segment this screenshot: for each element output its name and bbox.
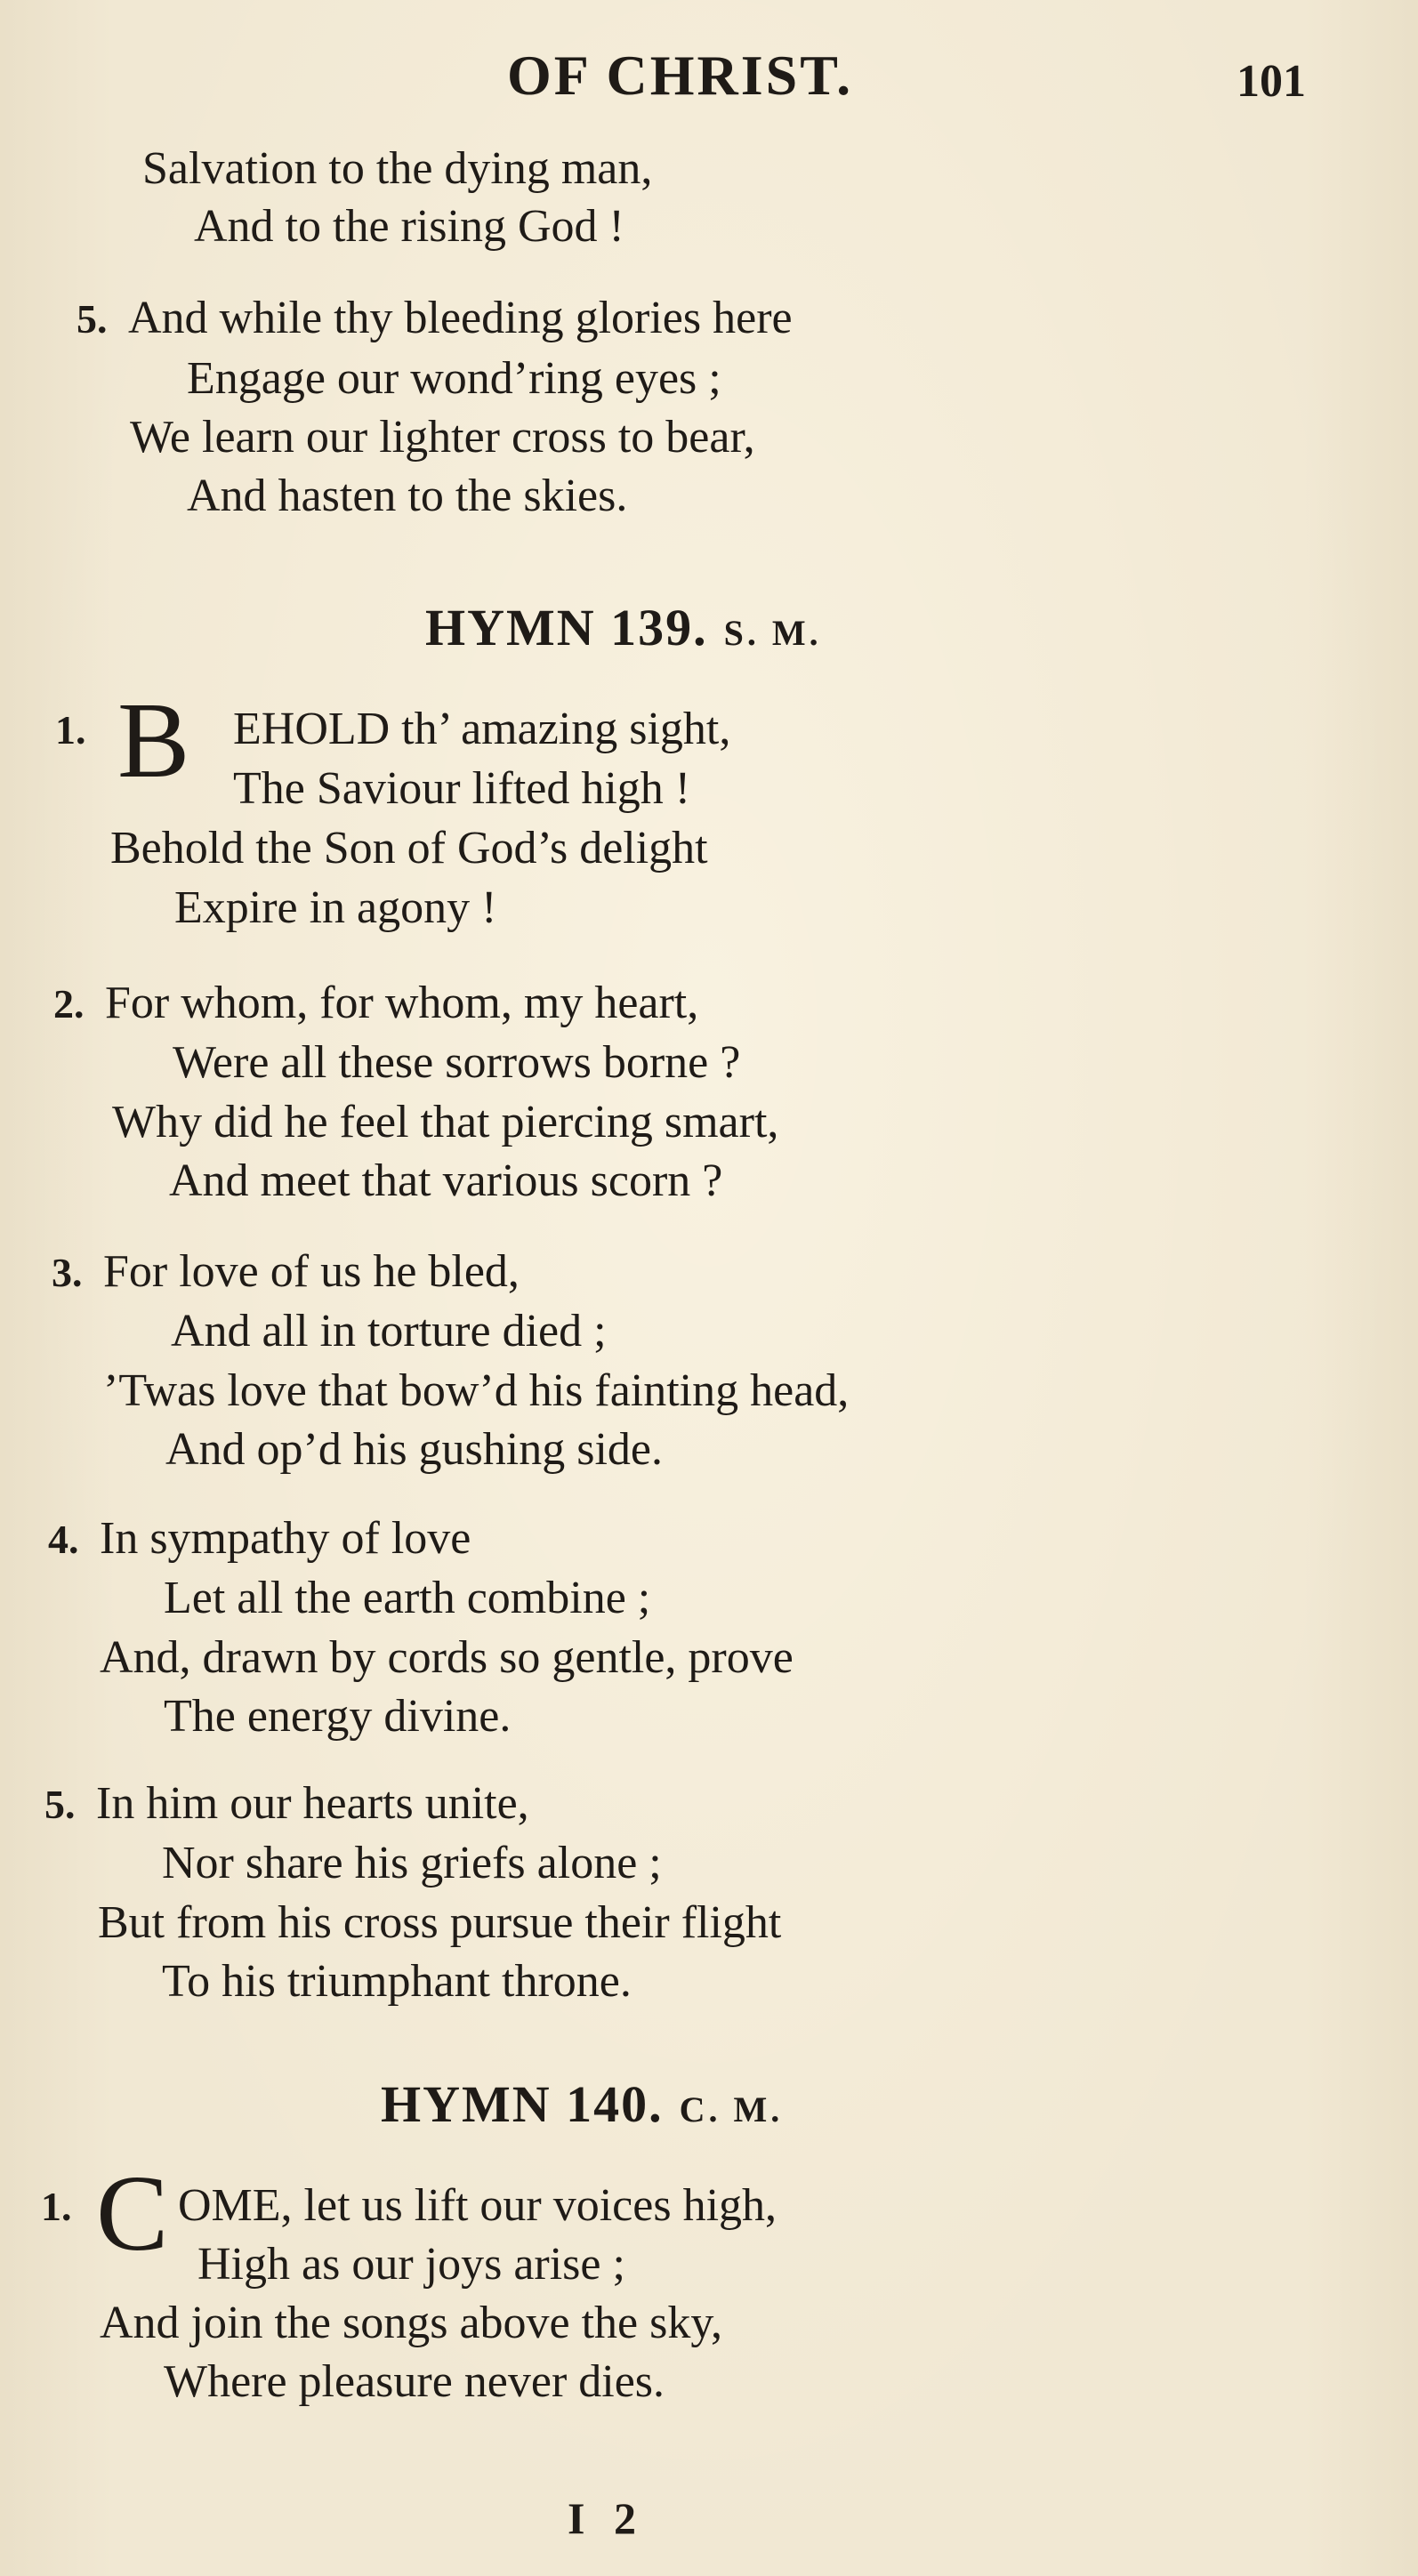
hymn-139-verse-5-line-2: Nor share his griefs alone ; (162, 1838, 662, 1888)
hymn-139-verse-5-line-3: But from his cross pursue their flight (98, 1897, 782, 1948)
hymn-139-verse-2-line-1: 2. For whom, for whom, my heart, (53, 978, 699, 1028)
hymn-139-verse-4-line-4: The energy divine. (164, 1691, 512, 1742)
hymn-139-verse-1-line-1: EHOLD th’ amazing sight, (233, 704, 731, 754)
hymn-140-verse-1-number: 1. (41, 2184, 72, 2229)
prev-hymn-verse-5-line-1: 5. And while thy bleeding glories here (77, 292, 793, 346)
running-title: OF CHRIST. (507, 44, 854, 107)
page-number: 101 (1237, 56, 1306, 107)
hymn-140-verse-1-line-3: And join the songs above the sky, (100, 2298, 722, 2348)
hymn-139-verse-3-line-1: 3. For love of us he bled, (52, 1246, 520, 1297)
hymn-139-verse-4-line-2: Let all the earth combine ; (164, 1573, 651, 1623)
prev-hymn-line-1: Salvation to the dying man, (142, 143, 653, 194)
hymn-139-verse-4-line-1: 4. In sympathy of love (48, 1513, 471, 1564)
hymn-140-verse-1-line-1: OME, let us lift our voices high, (178, 2180, 777, 2231)
prev-hymn-verse-5-line-4: And hasten to the skies. (187, 471, 628, 521)
hymn-139-verse-1-line-2: The Saviour lifted high ! (233, 763, 691, 814)
signature-mark: I 2 (568, 2493, 645, 2543)
hymn-139-verse-5-line-4: To his triumphant throne. (162, 1956, 632, 2007)
hymn-139-verse-2-line-4: And meet that various scorn ? (169, 1155, 723, 1206)
hymn-139-verse-3-line-2: And all in torture died ; (171, 1306, 607, 1356)
hymn-140-verse-1-line-2: High as our joys arise ; (197, 2239, 625, 2290)
prev-hymn-verse-5-line-2: Engage our wond’ring eyes ; (187, 353, 721, 404)
hymn-139-heading (425, 598, 822, 657)
hymn-139-title: HYMN 139. (425, 599, 708, 656)
hymn-140-meter: C. M. (679, 2089, 784, 2129)
hymn-139-verse-1-line-4: Expire in agony ! (174, 882, 497, 933)
hymn-139-meter: S. M. (723, 613, 822, 653)
hymn-140-heading (381, 2074, 783, 2134)
hymn-139-verse-3-line-3: ’Twas love that bow’d his fainting head, (103, 1365, 850, 1416)
hymn-139-verse-1-line-3: Behold the Son of God’s delight (110, 823, 708, 873)
hymn-139-verse-5-line-1: 5. In him our hearts unite, (44, 1778, 529, 1829)
hymn-139-verse-4-line-3: And, drawn by cords so gentle, prove (100, 1632, 794, 1683)
hymn-140-title: HYMN 140. (381, 2075, 664, 2133)
dropcap-letter: B (117, 680, 190, 801)
dropcap-letter: C (96, 2153, 169, 2274)
hymn-139-verse-1-number: 1. (55, 707, 86, 753)
hymn-139-verse-2-line-3: Why did he feel that piercing smart, (112, 1097, 779, 1147)
verse-number: 5. (77, 296, 108, 342)
hymn-139-verse-2-line-2: Were all these sorrows borne ? (173, 1037, 741, 1088)
hymn-139-verse-3-line-4: And op’d his gushing side. (165, 1424, 663, 1475)
hymn-140-verse-1-line-4: Where pleasure never dies. (164, 2356, 665, 2407)
prev-hymn-line-2: And to the rising God ! (194, 201, 624, 252)
running-head (0, 43, 1418, 114)
prev-hymn-verse-5-line-3: We learn our lighter cross to bear, (130, 412, 755, 463)
